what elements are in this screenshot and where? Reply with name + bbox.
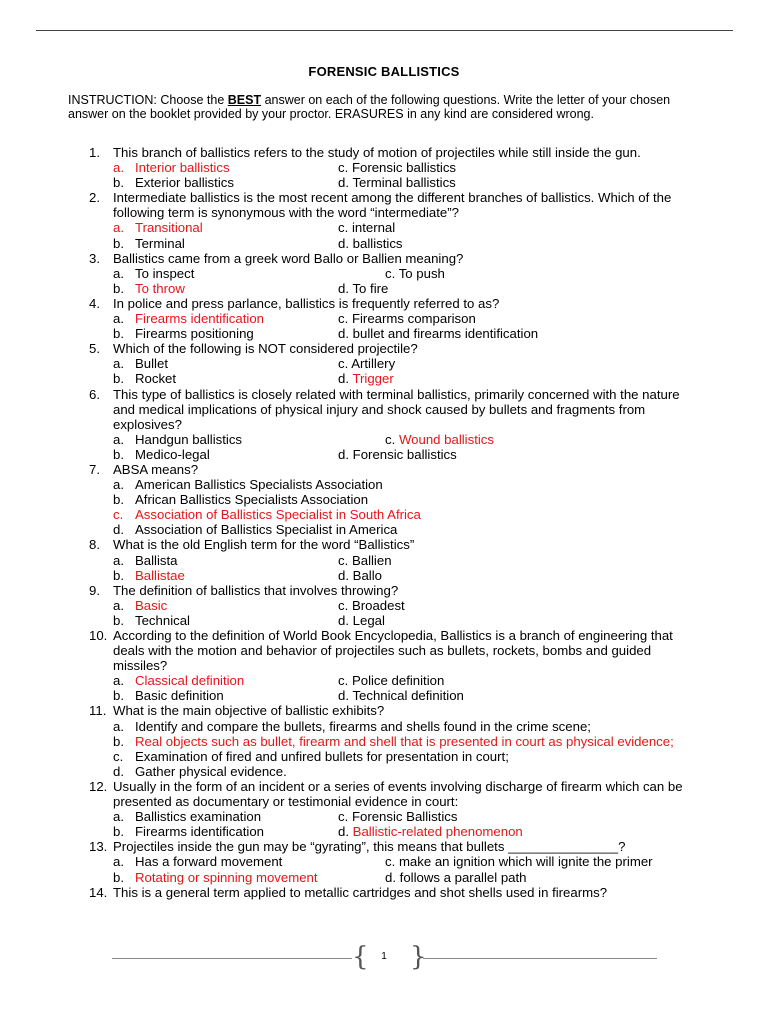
option-c: c. make an ignition which will ignite the primer [385,854,653,870]
question-text: According to the definition of World Book Encyclopedia, Ballistics is a branch of engineering that deals with the motion and behavior of projectiles such as bullets, rockets, bombs and guided missiles? [113,628,673,674]
page-number: 1 [381,951,387,962]
question-number: 1. [89,145,100,160]
instruction-prefix: INSTRUCTION: Choose the [68,93,228,107]
option-b: b. Exterior ballistics [113,175,234,191]
question-text: What is the old English term for the word “Ballistics” [113,537,415,553]
question-3 [0,251,768,266]
option-b: b. Terminal [113,235,185,251]
question-text: Usually in the form of an incident or a series of events involving discharge of firearm which can be presented as documentary or testimonial evidence in court: [113,778,683,810]
option-a: a. Basic [113,597,168,613]
question-11 [0,703,768,718]
option-c: c. Examination of fired and unfired bullets for presentation in court; [113,748,509,764]
question-text: Which of the following is NOT considered projectile? [113,341,418,357]
option-c: c. To push [385,265,445,281]
option-c: c. Firearms comparison [338,311,476,327]
option-a: a. American Ballistics Specialists Association [113,477,383,493]
option-c: c. Artillery [338,356,396,372]
question-list [0,145,768,900]
question-number: 2. [89,190,100,206]
option-d: d. bullet and firearms identification [338,326,539,342]
option-d: d. Technical definition [338,688,464,704]
instruction-suffix: answer on each of the following questions. Write the letter of your chosen answer on the booklet provided by your proctor. ERASURES in any kind are considered wrong. [68,93,671,121]
question-5 [0,341,768,356]
option-c: c. Forensic ballistics [338,160,457,176]
option-d: d. follows a parallel path [385,869,527,885]
question-number: 11. [89,703,107,719]
question-4 [0,296,768,311]
question-6 [0,387,768,432]
option-c: c. Ballien [338,552,392,568]
question-number: 5. [89,341,100,357]
page-title: FORENSIC BALLISTICS [308,64,460,79]
option-d: d. Gather physical evidence. [113,763,287,779]
option-b: b. Technical [113,612,190,628]
question-text: Projectiles inside the gun may be “gyrating”, this means that bullets _______________? [113,839,626,855]
option-a: a. To inspect [113,265,195,281]
option-d: d. To fire [338,280,389,296]
option-a: a. Interior ballistics [113,160,230,176]
option-a: a. Ballista [113,552,178,568]
option-d: d. Trigger [338,371,394,387]
question-1 [0,145,768,160]
question-text: This branch of ballistics refers to the study of motion of projectiles while still inside the gun. [113,145,641,160]
left-brace-icon: { [352,942,369,972]
question-9 [0,583,768,598]
option-c: c. Police definition [338,673,445,689]
question-14 [0,885,768,900]
option-b: b. Firearms identification [113,824,264,840]
right-brace-icon: } [410,942,427,972]
question-number: 3. [89,250,100,266]
option-c: c. Wound ballistics [385,431,494,447]
instruction [68,93,708,121]
question-number: 10. [89,628,108,643]
option-c: c. internal [338,220,396,236]
option-c: c. Forensic Ballistics [338,809,458,825]
option-b: b. African Ballistics Specialists Association [113,492,369,508]
question-number: 7. [89,461,100,477]
option-d: d. ballistics [338,235,403,251]
page-footer [0,944,768,974]
option-a: a. Identify and compare the bullets, firearms and shells found in the crime scene; [113,718,591,734]
question-number: 9. [89,582,100,598]
option-d: d. Ballo [338,567,382,583]
option-a: a. Bullet [113,356,168,372]
question-text: This is a general term applied to metallic cartridges and shot shells used in firearms? [113,884,608,900]
option-b: b. Basic definition [113,688,224,704]
option-d: d. Forensic ballistics [338,446,457,462]
question-7 [0,462,768,477]
question-number: 4. [89,295,100,311]
option-d: d. Legal [338,612,385,628]
question-number: 12. [89,778,108,794]
question-text: What is the main objective of ballistic exhibits? [113,703,385,719]
instruction-best: BEST [227,93,262,107]
option-d: d. Ballistic-related phenomenon [338,824,523,840]
option-c: c. Broadest [338,597,405,613]
option-a: a. Handgun ballistics [113,431,243,447]
option-b: b. To throw [113,280,185,296]
question-text: The definition of ballistics that involves throwing? [113,582,399,598]
question-12 [0,779,768,809]
question-8 [0,537,768,552]
option-d: d. Association of Ballistics Specialist in America [113,522,398,538]
option-a: a. Firearms identification [113,311,264,327]
question-number: 13. [89,839,108,855]
question-text: In police and press parlance, ballistics is frequently referred to as? [113,295,500,311]
footer-rule-left [112,958,352,959]
option-c: c. Association of Ballistics Specialist in South Africa [113,507,421,523]
question-2 [0,190,768,220]
option-b: b. Rotating or spinning movement [113,869,318,885]
option-b: b. Medico-legal [113,446,210,462]
question-text: Intermediate ballistics is the most recent among the different branches of ballistics. Which of the following term is synonymous with the word “intermediate”? [113,190,672,221]
question-number: 14. [89,884,108,900]
option-d: d. Terminal ballistics [338,175,456,191]
question-text: ABSA means? [113,461,199,477]
question-13 [0,839,768,854]
option-a: a. Ballistics examination [113,809,262,825]
footer-rule-right [423,958,657,959]
option-a: a. Transitional [113,220,203,236]
question-10 [0,628,768,673]
option-a: a. Classical definition [113,673,245,689]
question-text: This type of ballistics is closely related with terminal ballistics, primarily concerned with the nature and medical implications of physical injury and shock caused by bullets and fragments from explosives? [113,386,680,432]
top-rule [36,30,733,31]
question-number: 6. [89,386,100,402]
option-b: b. Real objects such as bullet, firearm and shell that is presented in court as physical evidence; [113,733,674,749]
option-b: b. Ballistae [113,567,185,583]
option-b: b. Firearms positioning [113,326,254,342]
question-text: Ballistics came from a greek word Ballo or Ballien meaning? [113,250,464,266]
option-a: a. Has a forward movement [113,854,283,870]
option-b: b. Rocket [113,371,177,387]
question-number: 8. [89,537,100,553]
